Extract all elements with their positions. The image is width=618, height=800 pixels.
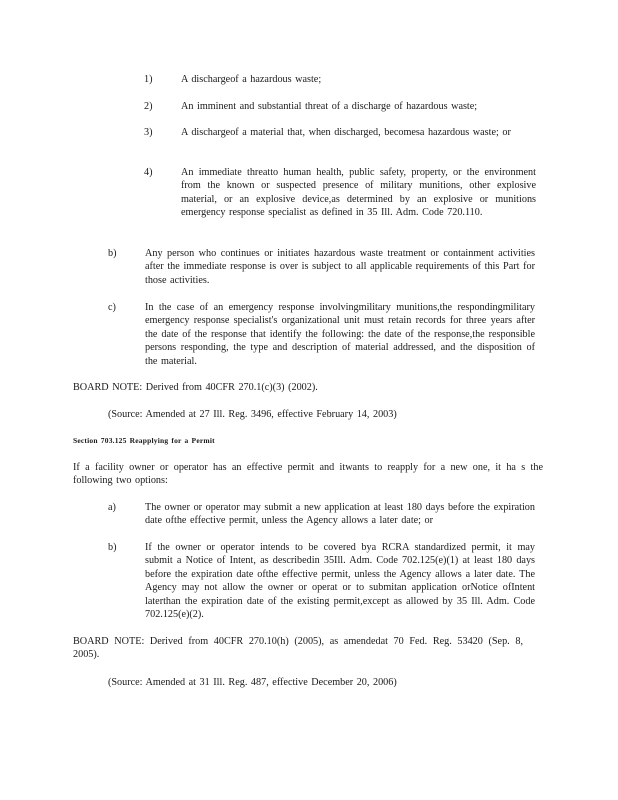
item-b-text: Any person who continues or initiates hazardous waste treatment or containment activities after the immediate response is over is subject to all applicable requirements of this Part for those activities. [145, 248, 535, 286]
item-1-number: 1) [144, 74, 153, 85]
board-note-2: BOARD NOTE: Derived from 40CFR 270.10(h) (2005), as amendedat 70 Fed. Reg. 53420 (Sep. 8, 2005). [73, 636, 523, 661]
board-note-1: BOARD NOTE: Derived from 40CFR 270.1(c)(3) (2002). [73, 382, 318, 393]
section-heading: Section 703.125 Reapplying for a Permit [73, 436, 215, 445]
item-2-number: 2) [144, 101, 153, 112]
intro-paragraph: If a facility owner or operator has an effective permit and itwants to reapply for a new one, it ha s the following two options: [73, 462, 543, 487]
item-c-text: In the case of an emergency response involvingmilitary munitions,the respondingmilitary emergency response specialist's organizational unit must retain records for three years after the date of the response that identify the following: the date of the response,the responsible persons responding, the type and description of material addressed, and the disposition of the material. [145, 302, 535, 367]
option-a-label: a) [108, 502, 116, 513]
option-a-text: The owner or operator may submit a new application at least 180 days before the expiration date ofthe effective permit, unless the Agency allows a later date; or [145, 502, 535, 527]
item-2-text: An imminent and substantial threat of a discharge of hazardous waste; [181, 101, 478, 112]
item-c-label: c) [108, 302, 116, 313]
source-note-1: (Source: Amended at 27 Ill. Reg. 3496, effective February 14, 2003) [108, 409, 397, 420]
item-4-number: 4) [144, 167, 153, 178]
option-b-text: If the owner or operator intends to be covered bya RCRA standardized permit, it may submit a Notice of Intent, as describedin 35Ill. Adm. Code 702.125(e)(1) at least 180 days before the expiration date ofthe effective permit, unless the Agency allows a later date. The Agency may not allow the owner or operat or to submitan application orNotice ofIntent laterthan the expiration date of the existing permit,except as allowed by 35 Ill. Adm. Code 702.125(e)(2). [145, 542, 535, 621]
item-1-text: A dischargeof a hazardous waste; [181, 74, 322, 85]
item-3-number: 3) [144, 127, 153, 138]
item-3-text: A dischargeof a material that, when discharged, becomesa hazardous waste; or [181, 127, 511, 138]
option-b-label: b) [108, 542, 117, 553]
source-note-2: (Source: Amended at 31 Ill. Reg. 487, effective December 20, 2006) [108, 677, 397, 688]
item-b-label: b) [108, 248, 117, 259]
item-4-text: An immediate threatto human health, public safety, property, or the environment from the known or suspected presence of military munitions, other explosive material, or an explosive device,as determined by an explosive or munitions emergency response specialist as defined in 35 Ill. Adm. Code 720.110. [181, 167, 536, 219]
